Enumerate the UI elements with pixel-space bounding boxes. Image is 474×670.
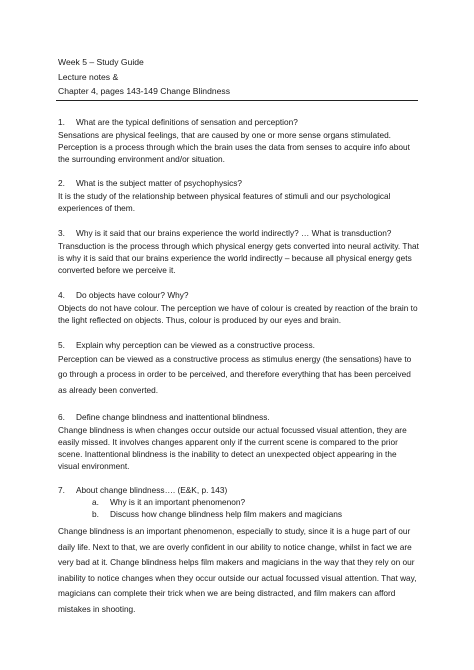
header-divider — [56, 100, 418, 101]
subquestion-text: Why is it an important phenomenon? — [110, 496, 246, 507]
subquestion-text: Discuss how change blindness help film makers and magicians — [110, 508, 342, 519]
question-text: Why is it said that our brains experience the world indirectly? … What is transduction? — [76, 228, 392, 238]
question-number: 4. — [58, 290, 65, 300]
answer-text: It is the study of the relationship between physical features of stimuli and our psychological experiences of them. — [58, 190, 391, 213]
header-week-title: Week 5 – Study Guide — [58, 57, 144, 67]
subquestion-b — [58, 509, 420, 521]
question-text: Do objects have colour? Why? — [76, 290, 189, 300]
answer-text: Perception can be viewed as a constructive process as stimulus energy (the sensations) have to go through a process in order to be perceived, and therefore everything that has been perceived as already been converted. — [58, 353, 412, 395]
question-text: About change blindness…. (E&K, p. 143) — [76, 485, 228, 495]
question-6 — [58, 412, 420, 472]
question-number: 2. — [58, 178, 65, 188]
question-7 — [58, 485, 420, 520]
header-lecture-notes: Lecture notes & — [58, 71, 119, 82]
answer-text: Transduction is the process through which physical energy gets converted into neural activity. That is why it is said that our brains experience the world indirectly – because all physical energy gets converted before we perceive it. — [58, 240, 419, 275]
answer-text: Change blindness is when changes occur outside our actual focussed visual attention, they are easily missed. It involves changes apparent only if the current scene is compared to the prior scene. Inattentional blindness is the inability to detect an unexpected object appearing in the visual environment. — [58, 424, 407, 471]
answer-text: Objects do not have colour. The perception we have of colour is created by reaction of the brain to the light reflected on objects. Thus, colour is produced by our eyes and brain. — [58, 302, 418, 325]
question-text: What are the typical definitions of sensation and perception? — [76, 117, 298, 127]
question-1 — [58, 117, 420, 165]
subquestion-letter: b. — [92, 508, 99, 519]
question-number: 3. — [58, 228, 65, 238]
subquestion-a — [58, 497, 420, 509]
question-2 — [58, 178, 420, 214]
subquestion-letter: a. — [92, 496, 99, 507]
question-3 — [58, 228, 420, 276]
question-number: 5. — [58, 340, 65, 350]
answer-text: Sensations are physical feelings, that are caused by one or more sense organs stimulated. Perception is a process through which the brain uses the data from senses to acquire info about the surrounding environment and/or situation. — [58, 129, 410, 164]
question-4 — [58, 290, 420, 326]
question-number: 7. — [58, 485, 65, 495]
answer-7-paragraph: Change blindness is an important phenomenon, especially to study, since it is a huge part of our daily life. Next to that, we are overly confident in our ability to notice change, whilst in fact we are very bad at it. Change blindness helps film makers and magicians in the way that they rely on our inability to notice changes when they occur outside our actual focussed visual attention. That way, magicians can complete their trick when we are being distracted, and film makers can afford mistakes in shooting. — [58, 526, 417, 614]
document-header — [58, 55, 418, 99]
question-text: Explain why perception can be viewed as a constructive process. — [76, 340, 315, 350]
header-chapter: Chapter 4, pages 143-149 Change Blindness — [58, 86, 230, 96]
question-number: 6. — [58, 412, 65, 422]
question-5 — [58, 340, 420, 398]
question-text: Define change blindness and inattentional blindness. — [76, 412, 270, 422]
question-text: What is the subject matter of psychophysics? — [76, 178, 243, 188]
question-number: 1. — [58, 117, 65, 127]
